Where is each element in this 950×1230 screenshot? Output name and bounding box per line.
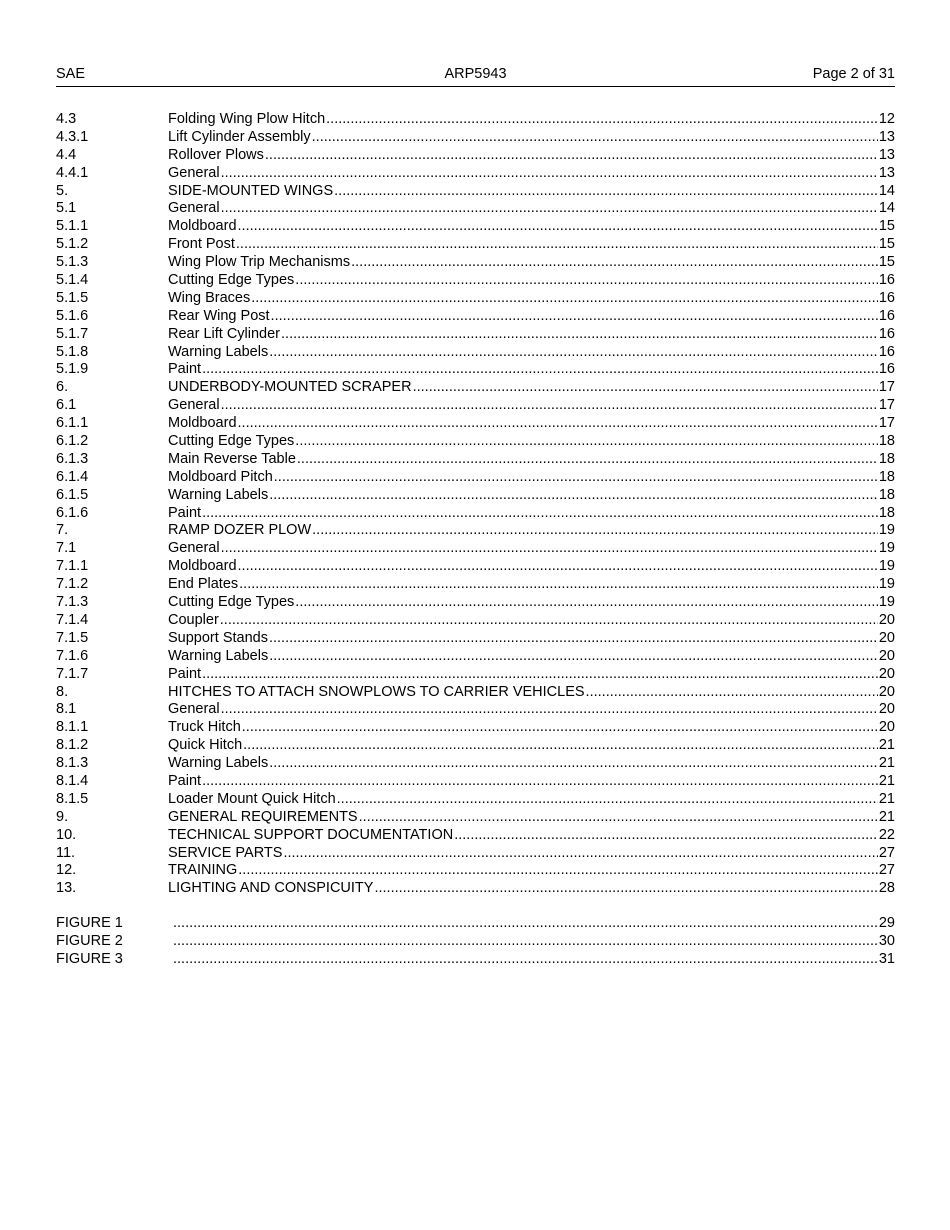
entry-number: 7.1.7 [56,665,89,682]
dot-leader [326,111,878,129]
entry-title: Wing Plow Trip Mechanisms [168,254,351,271]
header-page-number: Page 2 of 31 [812,66,895,82]
dot-leader [221,397,878,415]
entry-line [168,147,895,165]
entry-number: 6.1.1 [56,415,89,432]
entry-line [168,648,895,666]
entry-line [168,684,895,702]
entry-title: TRAINING [168,862,238,879]
entry-title: Cutting Edge Types [168,594,295,611]
entry-title: Paint [168,504,202,521]
toc-row[interactable] [56,845,895,863]
toc-row[interactable] [56,505,895,523]
entry-line [168,737,895,755]
entry-title: Warning Labels [168,647,269,664]
entry-number: 4.3 [56,111,77,127]
entry-page-number: 14 [878,182,895,199]
entry-title: Warning Labels [168,755,269,772]
entry-number: 7.1.4 [56,611,89,628]
entry-line [168,129,895,147]
entry-page-number: 17 [878,397,895,414]
entry-title: Paint [168,361,202,378]
dot-leader [221,165,878,183]
entry-line [168,200,895,218]
table-of-contents [56,111,895,898]
toc-row[interactable] [56,236,895,254]
entry-number: 5.1.4 [56,272,89,289]
toc-row[interactable] [56,183,895,201]
entry-number: 5.1.5 [56,289,89,306]
entry-page-number: 13 [878,164,895,181]
entry-number: 7.1.5 [56,629,89,646]
dot-leader [242,719,878,737]
dot-leader [238,218,878,236]
entry-number: 5.1 [56,200,77,217]
entry-line [172,915,895,933]
entry-number: 8.1.5 [56,790,89,807]
entry-page-number: 16 [878,272,895,289]
toc-row[interactable] [56,773,895,791]
entry-title: Folding Wing Plow Hitch [168,111,326,127]
entry-page-number: 30 [878,932,895,949]
entry-title: RAMP DOZER PLOW [168,522,312,539]
entry-line [168,111,895,129]
dot-leader [202,666,878,684]
dot-leader [269,487,878,505]
dot-leader [374,880,877,898]
dot-leader [271,308,878,326]
entry-line [168,344,895,362]
entry-title: Moldboard [168,218,237,235]
entry-title: Paint [168,772,202,789]
entry-line [168,540,895,558]
entry-page-number: 20 [878,701,895,718]
entry-page-number: 20 [878,611,895,628]
entry-page-number: 20 [878,629,895,646]
toc-row[interactable] [56,451,895,469]
entry-line [172,951,895,969]
entry-title: Paint [168,665,202,682]
entry-title: UNDERBODY-MOUNTED SCRAPER [168,379,412,396]
toc-row[interactable] [56,684,895,702]
toc-row[interactable] [56,737,895,755]
entry-line [168,487,895,505]
entry-title: SERVICE PARTS [168,844,283,861]
entry-title: Coupler [168,611,219,628]
entry-number: 5. [56,182,69,199]
toc-row[interactable] [56,218,895,236]
entry-page-number: 15 [878,218,895,235]
entry-title: TECHNICAL SUPPORT DOCUMENTATION [168,826,454,843]
dot-leader [221,701,878,719]
dot-leader [238,415,878,433]
entry-title: Moldboard [168,415,237,432]
entry-page-number: 18 [878,504,895,521]
figure-row[interactable] [56,951,895,969]
entry-line [168,594,895,612]
toc-row[interactable] [56,129,895,147]
toc-row[interactable] [56,755,895,773]
dot-leader [173,915,878,933]
entry-number: 7.1.1 [56,558,89,575]
toc-row[interactable] [56,290,895,308]
entry-number: 6.1.4 [56,468,89,485]
toc-row[interactable] [56,791,895,809]
entry-number: 9. [56,808,69,825]
entry-number: 5.1.1 [56,218,89,235]
toc-row[interactable] [56,165,895,183]
entry-line [168,469,895,487]
dot-leader [202,505,878,523]
entry-line [168,361,895,379]
entry-page-number: 15 [878,236,895,253]
entry-number: 5.1.8 [56,343,89,360]
toc-row[interactable] [56,594,895,612]
entry-title: General [168,540,220,557]
toc-row[interactable] [56,469,895,487]
dot-leader [238,862,878,880]
toc-row[interactable] [56,827,895,845]
entry-line [168,272,895,290]
toc-row[interactable] [56,487,895,505]
entry-title: Truck Hitch [168,719,241,736]
entry-number: 8.1.3 [56,755,89,772]
entry-number: 8. [56,683,69,700]
entry-page-number: 14 [878,200,895,217]
dot-leader [295,272,878,290]
dot-leader [238,558,878,576]
toc-row[interactable] [56,379,895,397]
toc-row[interactable] [56,540,895,558]
entry-page-number: 18 [878,468,895,485]
entry-page-number: 20 [878,683,895,700]
entry-title: HITCHES TO ATTACH SNOWPLOWS TO CARRIER VEHICLES [168,683,585,700]
entry-number: 5.1.2 [56,236,89,253]
entry-page-number: 21 [878,737,895,754]
entry-title: General [168,701,220,718]
entry-page-number: 19 [878,540,895,557]
entry-page-number: 13 [878,128,895,145]
dot-leader [236,236,878,254]
dot-leader [269,755,878,773]
toc-row[interactable] [56,666,895,684]
entry-number: 4.4.1 [56,164,89,181]
dot-leader [269,630,878,648]
entry-number: 13. [56,880,77,897]
entry-line [168,558,895,576]
entry-page-number: 18 [878,433,895,450]
entry-line [168,755,895,773]
entry-line [168,415,895,433]
entry-number: 7.1 [56,540,77,557]
toc-row[interactable] [56,648,895,666]
entry-number: 4.3.1 [56,128,89,145]
entry-page-number: 17 [878,415,895,432]
dot-leader [337,791,878,809]
entry-number: FIGURE 3 [56,950,123,967]
toc-row[interactable] [56,200,895,218]
entry-title: Rear Wing Post [168,307,270,324]
entry-page-number: 19 [878,576,895,593]
dot-leader [274,469,878,487]
entry-number: 6.1 [56,397,77,414]
entry-page-number: 28 [878,880,895,897]
entry-page-number: 16 [878,325,895,342]
entry-line [168,183,895,201]
toc-row[interactable] [56,254,895,272]
entry-line [168,576,895,594]
dot-leader [269,344,878,362]
entry-line [168,165,895,183]
entry-page-number: 19 [878,522,895,539]
entry-number: FIGURE 2 [56,932,123,949]
toc-row[interactable] [56,522,895,540]
entry-number: 5.1.6 [56,307,89,324]
entry-page-number: 16 [878,361,895,378]
entry-title: LIGHTING AND CONSPICUITY [168,880,374,897]
entry-number: 5.1.3 [56,254,89,271]
entry-number: 10. [56,826,77,843]
dot-leader [202,773,878,791]
entry-number: 7.1.6 [56,647,89,664]
entry-title: Wing Braces [168,289,251,306]
dot-leader [359,809,878,827]
entry-page-number: 21 [878,790,895,807]
entry-page-number: 19 [878,594,895,611]
entry-title: Cutting Edge Types [168,433,295,450]
entry-title: Moldboard [168,558,237,575]
entry-page-number: 21 [878,755,895,772]
entry-number: 8.1.1 [56,719,89,736]
dot-leader [221,200,878,218]
toc-row[interactable] [56,576,895,594]
entry-line [168,666,895,684]
entry-line [168,433,895,451]
toc-row[interactable] [56,719,895,737]
entry-line [168,809,895,827]
entry-page-number: 13 [878,146,895,163]
entry-line [172,933,895,951]
entry-number: 7.1.3 [56,594,89,611]
header-organization: SAE [56,66,86,82]
dot-leader [454,827,878,845]
entry-line [168,630,895,648]
toc-row[interactable] [56,433,895,451]
dot-leader [295,594,878,612]
dot-leader [413,379,878,397]
dot-leader [312,129,878,147]
toc-row[interactable] [56,630,895,648]
entry-line [168,791,895,809]
toc-row[interactable] [56,344,895,362]
entry-number: 6. [56,379,69,396]
toc-row[interactable] [56,809,895,827]
toc-row[interactable] [56,397,895,415]
entry-number: 8.1.2 [56,737,89,754]
entry-page-number: 18 [878,450,895,467]
entry-number: 7.1.2 [56,576,89,593]
entry-line [168,773,895,791]
dot-leader [281,326,878,344]
entry-number: 11. [56,844,76,861]
entry-line [168,845,895,863]
entry-line [168,505,895,523]
dot-leader [202,361,878,379]
entry-page-number: 16 [878,289,895,306]
entry-page-number: 16 [878,307,895,324]
entry-line [168,880,895,898]
entry-title: Lift Cylinder Assembly [168,128,311,145]
entry-number: 6.1.2 [56,433,89,450]
entry-number: 6.1.6 [56,504,89,521]
entry-title: General [168,397,220,414]
entry-title: Support Stands [168,629,268,646]
entry-number: 12. [56,862,77,879]
entry-line [168,719,895,737]
entry-line [168,254,895,272]
entry-line [168,397,895,415]
entry-line [168,827,895,845]
entry-line [168,290,895,308]
toc-row[interactable] [56,111,895,129]
entry-title: GENERAL REQUIREMENTS [168,808,358,825]
entry-page-number: 29 [878,915,895,931]
entry-page-number: 20 [878,647,895,664]
entry-line [168,522,895,540]
dot-leader [173,933,878,951]
entry-line [168,612,895,630]
entry-line [168,451,895,469]
entry-title: Rollover Plows [168,146,264,163]
entry-page-number: 20 [878,719,895,736]
entry-line [168,236,895,254]
entry-title: SIDE-MOUNTED WINGS [168,182,334,199]
dot-leader [269,648,878,666]
entry-title: Quick Hitch [168,737,243,754]
entry-number: FIGURE 1 [56,915,123,931]
entry-page-number: 16 [878,343,895,360]
entry-number: 8.1.4 [56,772,89,789]
dot-leader [221,540,878,558]
entry-page-number: 15 [878,254,895,271]
entry-page-number: 12 [878,111,895,127]
entry-page-number: 27 [878,844,895,861]
toc-row[interactable] [56,880,895,898]
dot-leader [351,254,878,272]
dot-leader [265,147,878,165]
entry-title: Front Post [168,236,235,253]
toc-row[interactable] [56,862,895,880]
entry-number: 7. [56,522,69,539]
dot-leader [297,451,878,469]
entry-title: Moldboard Pitch [168,468,273,485]
entry-page-number: 20 [878,665,895,682]
toc-row[interactable] [56,326,895,344]
entry-number: 6.1.3 [56,450,89,467]
dot-leader [173,951,878,969]
figure-row[interactable] [56,933,895,951]
entry-page-number: 31 [878,950,895,967]
toc-row[interactable] [56,701,895,719]
dot-leader [295,433,878,451]
entry-page-number: 19 [878,558,895,575]
entry-page-number: 22 [878,826,895,843]
entry-title: Main Reverse Table [168,450,296,467]
entry-number: 5.1.7 [56,325,89,342]
entry-title: Rear Lift Cylinder [168,325,281,342]
figure-row[interactable] [56,915,895,933]
entry-title: Cutting Edge Types [168,272,295,289]
entry-number: 8.1 [56,701,77,718]
entry-title: End Plates [168,576,239,593]
toc-row[interactable] [56,308,895,326]
toc-row[interactable] [56,272,895,290]
entry-line [168,379,895,397]
entry-number: 6.1.5 [56,486,89,503]
page-header [56,66,895,87]
dot-leader [283,845,877,863]
header-document-id: ARP5943 [444,66,507,82]
dot-leader [243,737,878,755]
dot-leader [586,684,878,702]
dot-leader [220,612,878,630]
entry-title: Loader Mount Quick Hitch [168,790,336,807]
toc-row[interactable] [56,558,895,576]
dot-leader [239,576,878,594]
dot-leader [312,522,878,540]
entry-line [168,701,895,719]
entry-line [168,218,895,236]
entry-page-number: 21 [878,772,895,789]
list-of-figures [56,915,895,969]
toc-row[interactable] [56,361,895,379]
entry-page-number: 21 [878,808,895,825]
toc-row[interactable] [56,415,895,433]
entry-title: Warning Labels [168,486,269,503]
entry-page-number: 18 [878,486,895,503]
entry-line [168,308,895,326]
dot-leader [251,290,878,308]
entry-title: General [168,164,220,181]
entry-line [168,862,895,880]
entry-page-number: 27 [878,862,895,879]
toc-row[interactable] [56,612,895,630]
entry-title: General [168,200,220,217]
entry-page-number: 17 [878,379,895,396]
entry-title: Warning Labels [168,343,269,360]
toc-row[interactable] [56,147,895,165]
entry-line [168,326,895,344]
entry-number: 4.4 [56,146,77,163]
entry-number: 5.1.9 [56,361,89,378]
dot-leader [334,183,878,201]
